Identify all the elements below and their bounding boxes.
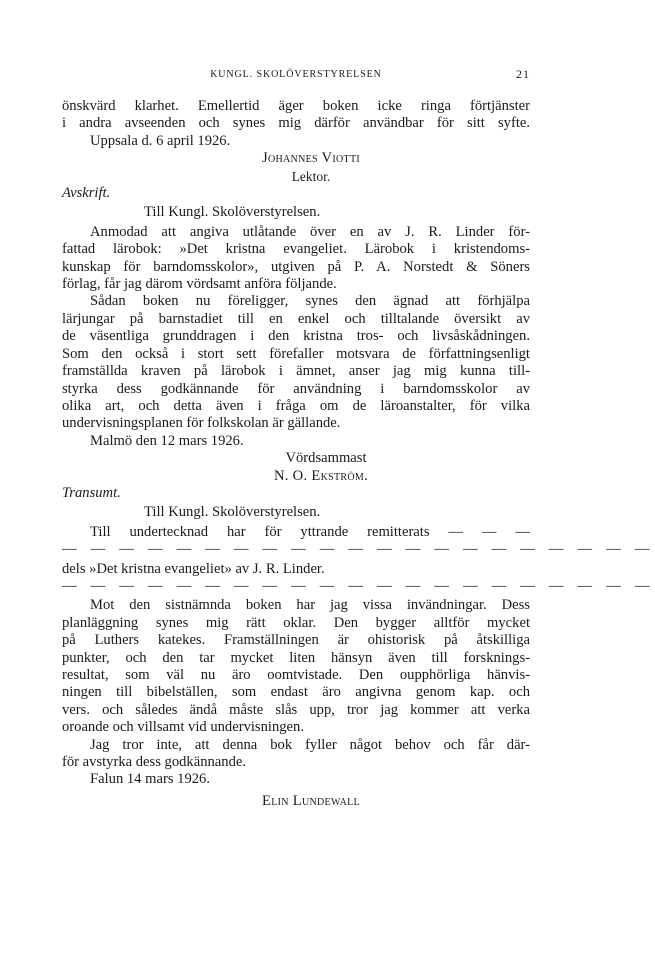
section-label: Transumt. <box>62 484 121 501</box>
text-line: för avstyrka dess godkännande. <box>62 754 246 771</box>
running-header <box>62 64 530 84</box>
text-line: kunskap för barndomsskolor», utgiven på P. A. Norstedt & Söners <box>62 258 530 275</box>
text-line: de väsentliga grunddragen i den kristna tros- och livsåskådningen. <box>62 328 530 345</box>
dash-line: — — — — — — — — — — — — — — — — — — — — — <box>62 577 655 594</box>
text-line: planläggning synes mig rätt oklar. Den bygger alltför mycket <box>62 614 530 631</box>
text-line: styrka dess godkännande för användning i barndomsskolor av <box>62 380 530 397</box>
running-title: KUNGL. SKOLÖVERSTYRELSEN <box>210 69 382 80</box>
section-ekstrom <box>62 185 530 485</box>
text-line: Som den också i stort sett förefaller motsvara de författningsenligt <box>62 345 530 362</box>
text-line: ningen till bibelställen, som endast äro angivna genom kap. och <box>62 684 530 701</box>
text-line: Jag tror inte, att denna bok fyller något behov och får där- <box>90 736 530 753</box>
text-line: framställda kraven på lärobok i ämnet, anser jag mig kunna till- <box>62 363 530 380</box>
text-line: punkter, och den tar mycket liten hänsyn även till forsknings- <box>62 649 530 666</box>
text-line: önskvärd klarhet. Emellertid äger boken icke ringa förtjänster <box>62 98 530 114</box>
section-viotti <box>62 98 530 185</box>
addressee: Till Kungl. Skolöverstyrelsen. <box>144 504 321 521</box>
paragraph <box>62 597 530 736</box>
text-line: förlag, får jag därom vördsamt anföra följande. <box>62 276 337 293</box>
signer-title: Lektor. <box>291 168 331 184</box>
section-lundewall <box>62 484 655 810</box>
section-label: Avskrift. <box>62 185 111 202</box>
place-date: Malmö den 12 mars 1926. <box>90 432 244 449</box>
text-line: Anmodad att angiva utlåtande över en av J. R. Linder för- <box>90 223 530 240</box>
paragraph <box>62 293 530 432</box>
page-number: 21 <box>516 67 530 81</box>
closing: Vördsammast <box>285 450 367 467</box>
dash-line: — — — — — — — — — — — — — — — — — — — — — <box>62 541 655 558</box>
text-line: Sådan boken nu föreligger, synes den ägnad att förhjälpa <box>90 293 530 310</box>
signer-name: N. O. Ekström. <box>273 467 369 484</box>
text-line: dels »Det kristna evangeliet» av J. R. Linder. <box>62 560 325 577</box>
text-line: fattad lärobok: »Det kristna evangeliet. Lärobok i kristendoms- <box>62 241 530 258</box>
signer-name: Elin Lundewall <box>262 792 360 809</box>
text-line: Mot den sistnämnda boken har jag vissa invändningar. Dess <box>90 597 530 614</box>
text-line: oroande och villsamt vid undervisningen. <box>62 719 304 736</box>
text-line: resultat, som väl nu äro oomtvistade. Den oupphörliga hänvis- <box>62 667 530 683</box>
text-line: olika art, och detta även i fråga om de läroanstalter, för vilka <box>62 397 530 414</box>
text-line: på Luthers katekes. Framställningen är ohistorisk på åtskilliga <box>62 632 530 649</box>
paragraph <box>62 224 530 294</box>
text-line: i andra avseenden och synes mig därför användbar för sitt syfte. <box>62 115 530 132</box>
addressee: Till Kungl. Skolöverstyrelsen. <box>144 204 321 221</box>
text-line: Till undertecknad har för yttrande remitterats — — — <box>90 523 530 540</box>
text-line: vers. och således ändå måste slås upp, tror jag kommer att verka <box>62 701 530 718</box>
place-date: Falun 14 mars 1926. <box>90 771 210 788</box>
text-line: lärjungar på barnstadiet till en enkel och tilltalande översikt av <box>62 310 530 327</box>
text-line: undervisningsplanen för folkskolan är gällande. <box>62 415 341 432</box>
place-date: Uppsala d. 6 april 1926. <box>90 132 231 149</box>
document-page <box>62 64 655 810</box>
paragraph <box>62 737 530 772</box>
signer-name: Johannes Viotti <box>262 150 360 167</box>
